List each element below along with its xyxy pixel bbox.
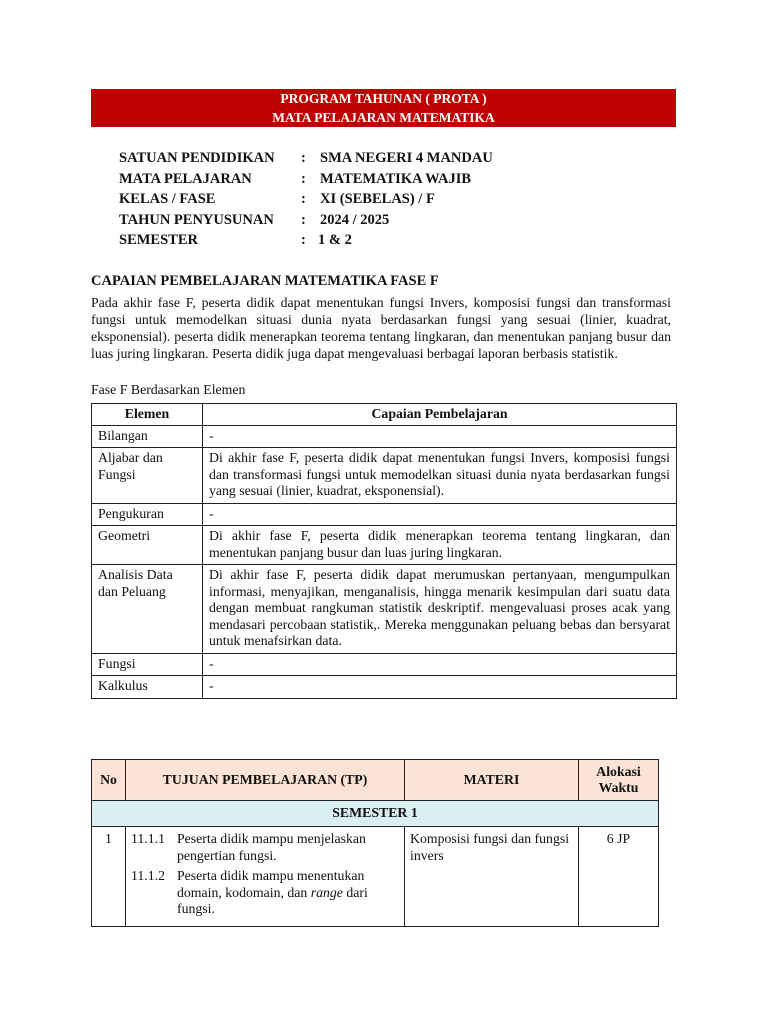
table-caption: Fase F Berdasarkan Elemen [91,382,246,397]
capaian-heading: CAPAIAN PEMBELAJARAN MATEMATIKA FASE F [91,273,439,289]
elemen-cell: Fungsi [92,653,203,676]
capaian-cell: - [203,676,677,699]
tp-text-part: dari fungsi. [177,884,368,916]
identity-label: SEMESTER [119,232,198,249]
column-header-tp: TUJUAN PEMBELAJARAN (TP) [126,760,405,801]
title-banner [91,89,676,127]
table-row [92,653,677,676]
identity-value: SMA NEGERI 4 MANDAU [320,150,493,166]
tujuan-pembelajaran-table [91,759,659,927]
table-row [92,448,677,504]
identity-colon: : [301,232,306,249]
tp-item [131,868,399,918]
elemen-cell: Pengukuran [92,503,203,526]
column-header-capaian: Capaian Pembelajaran [203,404,677,426]
identity-label: SATUAN PENDIDIKAN [119,150,275,166]
table-header-row [92,404,677,426]
identity-colon: : [301,191,306,208]
tp-cell [126,827,405,927]
column-header-no: No [92,760,126,801]
banner-title-line1: PROGRAM TAHUNAN ( PROTA ) [280,91,487,106]
identity-value: 2024 / 2025 [320,211,390,228]
identity-label: MATA PELAJARAN [119,170,252,187]
tp-text: Peserta didik mampu menjelaskan pengertian fungsi. [177,831,366,863]
capaian-cell: Di akhir fase F, peserta didik dapat merumuskan pertanyaan, mengumpulkan informasi, menyajikan, menganalisis, hingga menarik kesimpulan dari suatu data dengan membuat rangkuman statistik deskriptif. mengevaluasi proses acak yang mendasari percobaan statistik,. Mereka menggunakan peluang bebas dan bersyarat untuk menafsirkan data. [203,565,677,654]
tp-text [177,868,399,918]
elemen-cell: Analisis Data dan Peluang [92,565,203,654]
identity-label: KELAS / FASE [119,191,216,208]
table-row [92,526,677,565]
tp-code: 11.1.1 [131,831,165,846]
identity-colon: : [301,211,306,228]
banner-title-line2: MATA PELAJARAN MATEMATIKA [272,110,495,125]
table-row [92,503,677,526]
capaian-cell: Di akhir fase F, peserta didik dapat menentukan fungsi Invers, komposisi fungsi dan transformasi fungsi untuk memodelkan situasi dunia nyata berdasarkan fungsi yang sesuai (linier, kuadrat, eksponensial). [203,448,677,504]
elemen-cell: Aljabar dan Fungsi [92,448,203,504]
column-header-alokasi [579,760,659,801]
table-row [92,827,659,927]
materi-cell: Komposisi fungsi dan fungsi invers [405,827,579,927]
tp-item [131,831,399,864]
tp-code: 11.1.2 [131,868,165,883]
identity-colon: : [301,150,306,166]
capaian-cell: - [203,425,677,448]
row-number: 1 [92,827,126,927]
alokasi-header-line2: Waktu [598,780,639,795]
semester-row [92,801,659,827]
column-header-elemen: Elemen [92,404,203,426]
identity-value: XI (SEBELAS) / F [320,191,435,208]
identity-label: TAHUN PENYUSUNAN [119,211,274,228]
identity-value: MATEMATIKA WAJIB [320,170,472,187]
identity-value: 1 & 2 [318,232,352,249]
capaian-cell: - [203,503,677,526]
tp-text-part: Peserta didik mampu menentukan domain, kodomain, dan [177,868,365,900]
column-header-materi: MATERI [405,760,579,801]
tp-text-italic: range [310,884,343,900]
elemen-table [91,403,677,699]
capaian-cell: Di akhir fase F, peserta didik menerapkan teorema tentang lingkaran, dan menentukan panjang busur dan luas juring lingkaran. [203,526,677,565]
capaian-paragraph: Pada akhir fase F, peserta didik dapat menentukan fungsi Invers, komposisi fungsi dan transformasi fungsi untuk memodelkan situasi dunia nyata berdasarkan fungsi yang sesuai (linier, kuadrat, eksponensial). peserta didik menerapkan teorema tentang lingkaran, dan menentukan panjang busur dan luas juring lingkaran. Peserta didik juga dapat mengevaluasi berbagai laporan berbasis statistik. [91,295,671,361]
alokasi-header-line1: Alokasi [596,763,641,779]
table-row [92,425,677,448]
elemen-cell: Kalkulus [92,676,203,699]
table-header-row [92,760,659,801]
capaian-cell: - [203,653,677,676]
table-row [92,565,677,654]
alokasi-cell: 6 JP [579,827,659,927]
semester-label: SEMESTER 1 [92,801,659,827]
identity-colon: : [301,170,306,187]
elemen-cell: Geometri [92,526,203,565]
elemen-cell: Bilangan [92,425,203,448]
table-row [92,676,677,699]
